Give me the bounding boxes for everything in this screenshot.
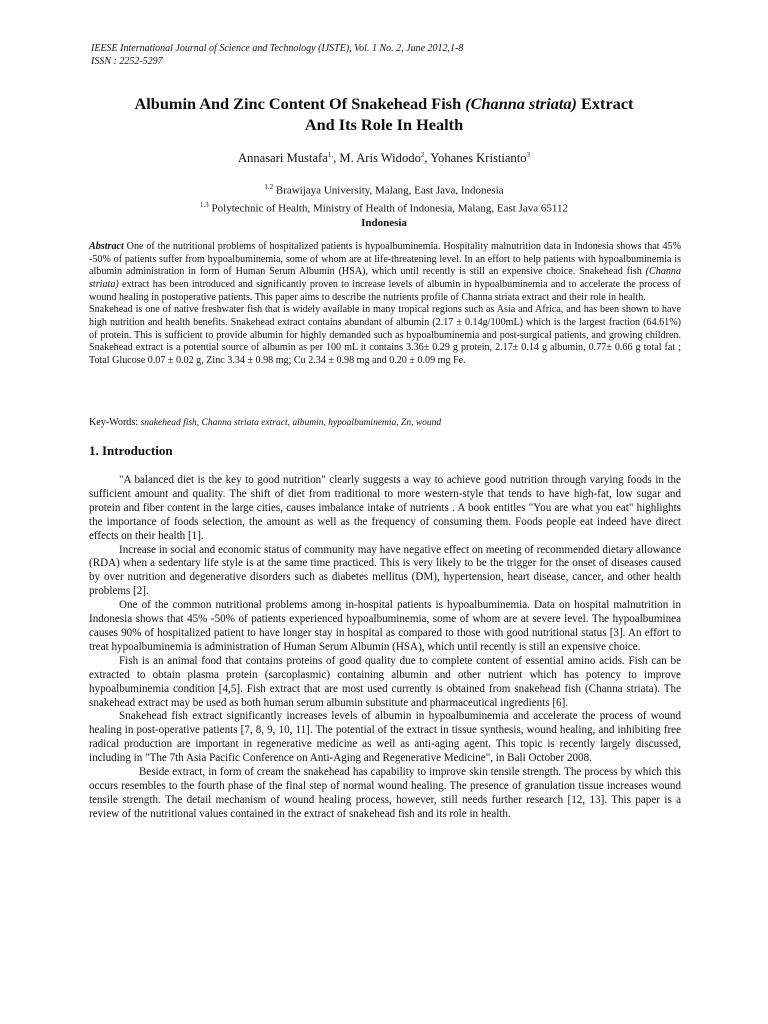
body-paragraph: One of the common nutritional problems among in-hospital patients is hypoalbuminemia. Data on hospital malnutrition in Indonesia shows that 45% -50% of patients experienced hypoalbuminemia, some of whom are at severe level. The hypoalbuminea causes 90% of hospitalized patient to have longer stay in hospital as compared to those with good nutritional status [3]. An effort to treat hypoalbuminemia is administration of Human Serum Albumin (HSA), which until recently is still an expensive choice.	[89, 599, 681, 653]
author-list	[60, 151, 708, 166]
author-sup: 3	[526, 151, 531, 159]
abstract-label: Abstract	[89, 241, 124, 252]
author-name: Annasari Mustafa	[237, 151, 328, 166]
author-name: , Yohanes Kristianto	[424, 151, 527, 166]
affiliation-country: Indonesia	[361, 217, 407, 230]
author-sup: 1,	[327, 151, 334, 159]
affiliations	[60, 180, 708, 231]
title-line-2: And Its Role In Health	[304, 115, 464, 134]
introduction-body	[89, 474, 681, 822]
abstract-paragraph-1: Abstract One of the nutritional problems of hospitalized patients is hypoalbuminemia. Hospitality malnutrition data in Indonesia shows that 45% -50% of patients suffer from hypoalbuminemia, some of whom are at life-threatening level. In an effort to help patients with hypoalbuminemia is albumin administration in form of Human Serum Albumin (HSA), which until recently is still an expensive choice. Snakehead fish (Channa striata) extract has been introduced and significantly proven to increase levels of albumin in hypoalbuminemia and to accelerate the process of wound healing in postoperative patients. This paper aims to describe the nutrients profile of Channa striata extract and their role in health.	[89, 241, 681, 303]
keywords	[89, 417, 441, 428]
paper-title	[60, 93, 708, 135]
title-species: (Channa striata)	[465, 94, 577, 113]
issn: ISSN : 2252-5297	[91, 56, 163, 67]
body-paragraph: Snakehead fish extract significantly increases levels of albumin in hypoalbuminemia and accelerate the process of wound healing in post-operative patients [7, 8, 9, 10, 11]. The potential of the extract in tissue synthesis, wound healing, and inhibiting free radical production are important in regenerative medicine as well as anti-aging agent. This topic is recently largely discussed, including in "The 7th Asia Pacific Conference on Anti-Aging and Regenerative Medicine", in Bali October 2008.	[89, 710, 681, 765]
abstract-paragraph-2: Snakehead is one of native freshwater fish that is widely available in many tropical regions such as Asia and Africa, and has been shown to have high nutrition and health benefits. Snakehead extract contains abundant of albumin (2.17 ± 0.14g/100mL) which is the largest fraction (64.61%) of protein. This is sufficient to provide albumin for highly demanded such as hypoalbuminemia and post-surgical patients, and growing children. Snakehead extract is a potential source of albumin as per 100 mL it contains 3.36± 0.29 g protein, 2.17± 0.14 g albumin, 0.77± 0.66 g total fat ; Total Glucose 0.07 ± 0.02 g, Zinc 3.34 ± 0.98 mg; Cu 2.34 ± 0.98 mg and 0.20 ± 0.09 mg Fe.	[89, 304, 681, 366]
author-sup: 2	[420, 151, 425, 159]
author-name: , M. Aris Widodo	[333, 151, 421, 166]
body-paragraph: "A balanced diet is the key to good nutrition" clearly suggests a way to achieve good nutrition through varying foods in the sufficient amount and quality. The shift of diet from traditional to more western-style that tends to have high-fat, low sugar and protein and fiber content in the large cities, causes imbalance intake of nutrients . A book entitles "You are what you eat" highlights the importance of foods selection, the amount as well as the frequency of consuming them. Foods people eat indeed have direct effects on their health [1].	[89, 474, 681, 542]
affiliation-2: $^{1.3}$ Polytechnic of Health, Ministry of Health of Indonesia, Malang, East Java 65112	[200, 201, 568, 215]
keywords-terms: snakehead fish, Channa striata extract, albumin, hypoalbuminemia, Zn, wound	[140, 418, 442, 428]
body-paragraph: Fish is an animal food that contains proteins of good quality due to complete content of essential amino acids. Fish can be extracted to obtain plasma protein (sarcoplasmic) containing albumin and other nutrient which has potency to improve hypoalbuminemia condition [4,5]. Fish extract that are most used currently is obtained from snakehead fish (Channa striata). The snakehead extract may be used as both human serum albumin substitute and pharmaceutical ingredients [6].	[89, 654, 681, 709]
body-paragraph: Increase in social and economic status of community may have negative effect on meeting of recommended dietary allowance (RDA) when a sedentary life style is at the same time practiced. This is very likely to be the trigger for the onset of diseases caused by over nutrition and degenerative disorders such as diabetes mellitus (DM), hypertension, heart disease, cancer, and other health problems [2].	[89, 543, 681, 598]
abstract	[89, 241, 681, 368]
journal-citation: IEESE International Journal of Science and Technology (IJSTE), Vol. 1 No. 2, June 2012,1-8	[91, 43, 464, 54]
section-heading: 1. Introduction	[89, 443, 173, 458]
journal-header	[91, 42, 463, 68]
affiliation-1: $^{1.2}$ Brawijaya University, Malang, East Java, Indonesia	[264, 183, 504, 197]
body-paragraph: Beside extract, in form of cream the snakehead has capability to improve skin tensile strength. The process by which this occurs resembles to the fourth phase of the final step of normal wound healing. The presence of granulation tissue increases wound tensile strength. The detail mechanism of wound healing process, however, still needs further research [12, 13]. This paper is a review of the nutritional values contained in the extract of snakehead fish and its role in health.	[89, 766, 681, 820]
title-line-1: Albumin And Zinc Content Of Snakehead Fish (Channa striata) Extract	[134, 94, 634, 113]
keywords-label: Key-Words:	[89, 417, 141, 428]
